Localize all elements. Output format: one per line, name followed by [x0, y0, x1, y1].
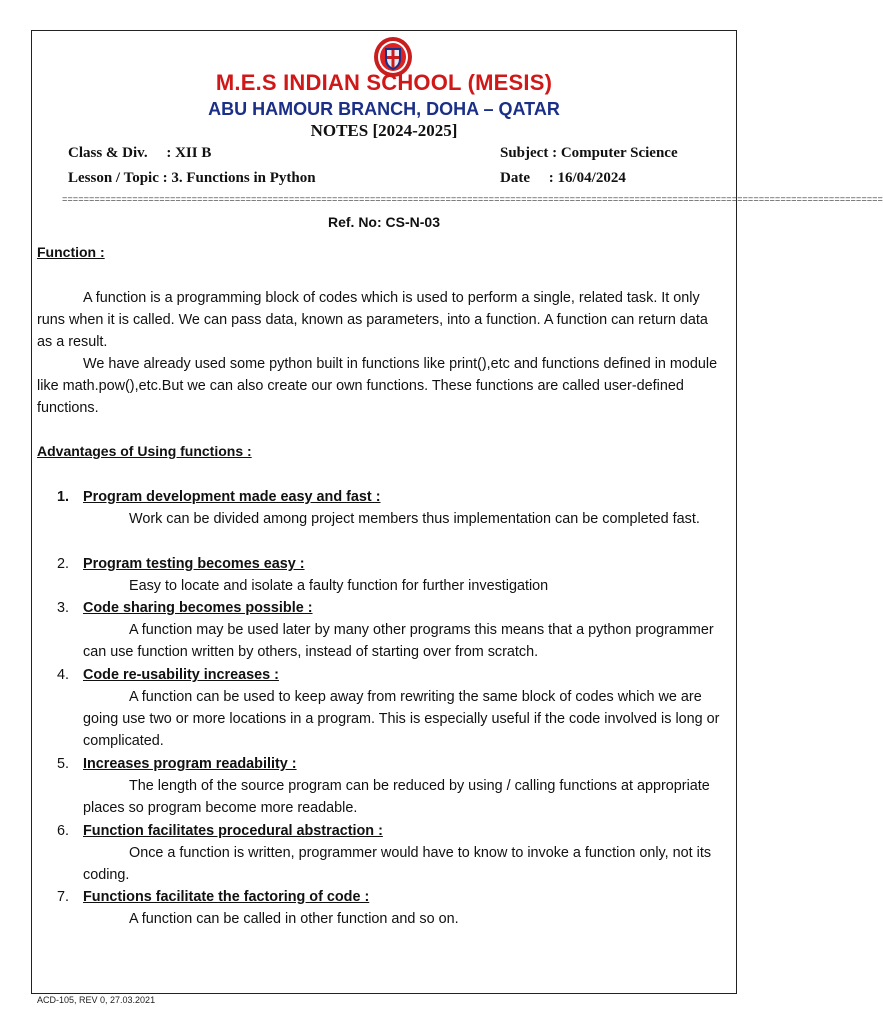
- advantage-number: 1.: [57, 489, 70, 505]
- advantage-title: Function facilitates procedural abstraction :: [83, 823, 383, 839]
- function-paragraph-1: [37, 287, 727, 353]
- advantage-description: The length of the source program can be reduced by using / calling functions at appropriate places so program become more readable.: [83, 778, 710, 816]
- notes-title: NOTES [2024-2025]: [310, 121, 458, 140]
- advantage-description: Once a function is written, programmer would have to know to invoke a function only, not its coding.: [83, 845, 712, 883]
- advantage-description: Easy to locate and isolate a faulty function for further investigation: [129, 578, 549, 594]
- advantage-description: A function can be called in other function and so on.: [129, 911, 459, 927]
- advantage-title: Program testing becomes easy :: [83, 556, 305, 572]
- branch-name: ABU HAMOUR BRANCH, DOHA – QATAR: [208, 99, 560, 119]
- school-name: M.E.S INDIAN SCHOOL (MESIS): [215, 70, 553, 95]
- advantage-description: Work can be divided among project members thus implementation can be completed fast.: [129, 511, 700, 527]
- advantage-title: Increases program readability :: [83, 756, 297, 772]
- lesson-topic: Lesson / Topic : 3. Functions in Python: [68, 170, 316, 186]
- advantage-title: Code re-usability increases :: [83, 667, 279, 683]
- advantage-number: 7.: [57, 889, 70, 905]
- reference-number: Ref. No: CS-N-03: [327, 214, 440, 230]
- advantage-number: 2.: [57, 556, 70, 572]
- advantage-number: 5.: [57, 756, 70, 772]
- function-paragraph-2-text: We have already used some python built in functions like print(),etc and functions defined in module like math.pow(),etc.But we can also create our own functions. These functions are called user-defined functions.: [37, 356, 718, 416]
- advantage-number: 4.: [57, 667, 70, 683]
- class-division: Class & Div. : XII B: [68, 145, 212, 161]
- date: Date : 16/04/2024: [500, 170, 626, 186]
- separator-rule: ========================================================================================================================================================: [62, 195, 883, 205]
- function-paragraph-2: [37, 353, 727, 419]
- function-paragraph-1-text: A function is a programming block of codes which is used to perform a single, related task. It only runs when it is called. We can pass data, known as parameters, into a function. A function can return data as a result.: [37, 290, 708, 350]
- function-heading: Function :: [37, 244, 105, 260]
- advantage-description: A function can be used to keep away from rewriting the same block of codes which we are going use two or more locations in a program. This is especially useful if the code involved is long or complicated.: [83, 689, 720, 749]
- advantage-title: Code sharing becomes possible :: [83, 600, 313, 616]
- document-footer: ACD-105, REV 0, 27.03.2021: [37, 995, 156, 1005]
- advantage-description: A function may be used later by many other programs this means that a python programmer can use function written by others, instead of starting over from scratch.: [83, 622, 714, 660]
- advantage-title: Program development made easy and fast :: [83, 489, 381, 505]
- advantages-heading: Advantages of Using functions :: [37, 443, 252, 459]
- advantage-number: 3.: [57, 600, 70, 616]
- advantage-title: Functions facilitate the factoring of code :: [83, 889, 370, 905]
- advantage-number: 6.: [57, 823, 70, 839]
- subject: Subject : Computer Science: [500, 145, 678, 161]
